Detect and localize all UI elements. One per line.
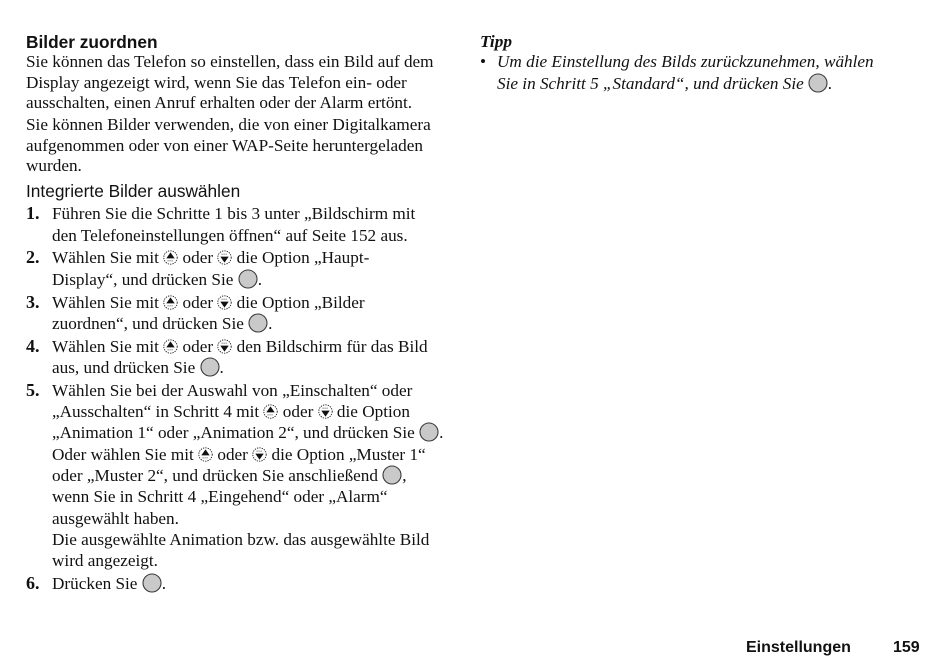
text-run: oder [178,336,218,356]
step-text [52,247,456,290]
step-number: 5. [26,379,40,400]
center-key-icon [248,313,268,333]
text-run: die Option „Haupt- [232,248,370,268]
step-text [52,292,456,335]
text-run: . [161,573,167,593]
text-line [26,156,456,177]
text-line [52,508,456,529]
step-text [52,380,456,572]
tip-list [480,52,920,93]
text-run: wurden. [26,156,82,175]
center-key-icon [419,422,439,442]
text-line [52,401,456,422]
text-line [52,292,456,313]
text-line [52,247,456,268]
text-line [52,465,456,486]
section-heading: Bilder zuordnen [26,32,158,52]
center-key-icon [382,465,402,485]
subsection-heading: Integrierte Bilder auswählen [26,181,241,201]
text-run: oder „Muster 2“, und drücken Sie anschließend [52,465,383,485]
text-line [52,422,456,443]
text-line [52,444,456,465]
text-line [52,486,456,507]
paragraph [26,52,456,114]
text-run: . [257,269,262,289]
text-run: zuordnen“, und drücken Sie [52,313,249,333]
step-item [26,203,456,246]
step-number: 1. [26,203,40,224]
tip-item [480,52,920,93]
bullet-marker: • [480,52,487,71]
text-run: . [828,73,833,93]
text-run: aus, und drücken Sie [52,357,200,377]
nav-down-icon [217,295,232,310]
text-run: wenn Sie in Schritt 4 „Eingehend“ oder „Alarm“ [52,487,388,507]
nav-up-icon [163,250,178,265]
text-line [26,73,456,94]
step-item [26,573,456,594]
center-key-icon [200,357,220,377]
text-line [26,93,456,114]
center-key-icon [142,573,162,593]
text-run: . [268,313,273,333]
intro-paragraphs [26,52,456,177]
text-run: den Telefoneinstellungen öffnen“ auf Seite 152 aus. [52,225,408,245]
text-run: oder [278,402,318,422]
text-run: , [402,465,407,485]
step-text [52,203,456,246]
nav-up-icon [198,447,213,462]
text-run: ausschalten, einen Anruf erhalten oder der Alarm ertönt. [26,93,413,112]
tip-text [497,52,920,93]
nav-down-icon [217,339,232,354]
text-run: . [439,423,444,443]
text-run: Wählen Sie mit [52,336,164,356]
nav-up-icon [263,404,278,419]
text-line [52,313,456,334]
text-run: aufgenommen oder von einer WAP-Seite heruntergeladen [26,135,423,155]
text-run: oder [213,444,253,464]
text-run: oder [178,292,218,312]
text-line [52,380,456,401]
text-line [52,269,456,290]
nav-up-icon [163,339,178,354]
text-run: die Option „Bilder [232,292,365,312]
text-line [52,550,456,571]
text-run: „Animation 1“ oder „Animation 2“, und drücken Sie [52,423,420,443]
step-number: 6. [26,572,40,593]
text-run: den Bildschirm für das Bild [232,336,428,356]
text-run: die Option [332,402,410,422]
step-text [52,336,456,379]
left-column [26,32,456,594]
step-number: 3. [26,291,40,312]
step-item [26,247,456,290]
text-run: Display“, und drücken Sie [52,269,238,289]
step-number: 2. [26,247,40,268]
step-number: 4. [26,335,40,356]
text-run: Wählen Sie bei der Auswahl von „Einschalten“ oder [52,380,413,400]
step-item [26,292,456,335]
text-run: die Option „Muster 1“ [267,444,426,464]
text-run: Führen Sie die Schritte 1 bis 3 unter „Bildschirm mit [52,204,416,224]
nav-up-icon [163,295,178,310]
text-run: wird angezeigt. [52,551,158,571]
text-line [52,573,456,594]
page-number: 159 [893,639,920,656]
text-run: Sie können Bilder verwenden, die von einer Digitalkamera [26,115,431,134]
text-run: „Ausschalten“ in Schritt 4 mit [52,402,264,422]
text-run: Wählen Sie mit [52,248,164,268]
paragraph [26,115,456,177]
tip-column [480,32,920,93]
text-run: . [219,357,224,377]
text-line [52,357,456,378]
step-text [52,573,456,594]
text-line [52,225,456,246]
text-run: Display angezeigt wird, wenn Sie das Telefon ein- oder [26,72,407,92]
text-run: Wählen Sie mit [52,292,164,312]
center-key-icon [808,73,828,93]
step-list [26,203,456,594]
text-run: Drücken Sie [52,573,142,593]
nav-down-icon [252,447,267,462]
text-line [52,203,456,224]
text-line [26,52,456,73]
text-run: oder [178,248,218,268]
step-item [26,336,456,379]
text-run: Sie in Schritt 5 „Standard“, und drücken Sie [497,73,809,93]
text-run: Oder wählen Sie mit [52,444,199,464]
tip-title: Tipp [480,32,512,51]
footer-section-title: Einstellungen [746,639,851,656]
text-line [52,529,456,550]
nav-down-icon [217,250,232,265]
text-run: Die ausgewählte Animation bzw. das ausgewählte Bild [52,529,430,549]
text-run: Sie können das Telefon so einstellen, dass ein Bild auf dem [26,52,434,71]
step-item [26,380,456,572]
text-line [52,336,456,357]
text-line [497,73,920,94]
nav-down-icon [318,404,333,419]
center-key-icon [238,269,258,289]
text-line [497,52,920,73]
text-line [26,115,456,136]
text-run: Um die Einstellung des Bilds zurückzunehmen, wählen [497,52,874,71]
text-line [26,136,456,157]
text-run: ausgewählt haben. [52,508,179,528]
